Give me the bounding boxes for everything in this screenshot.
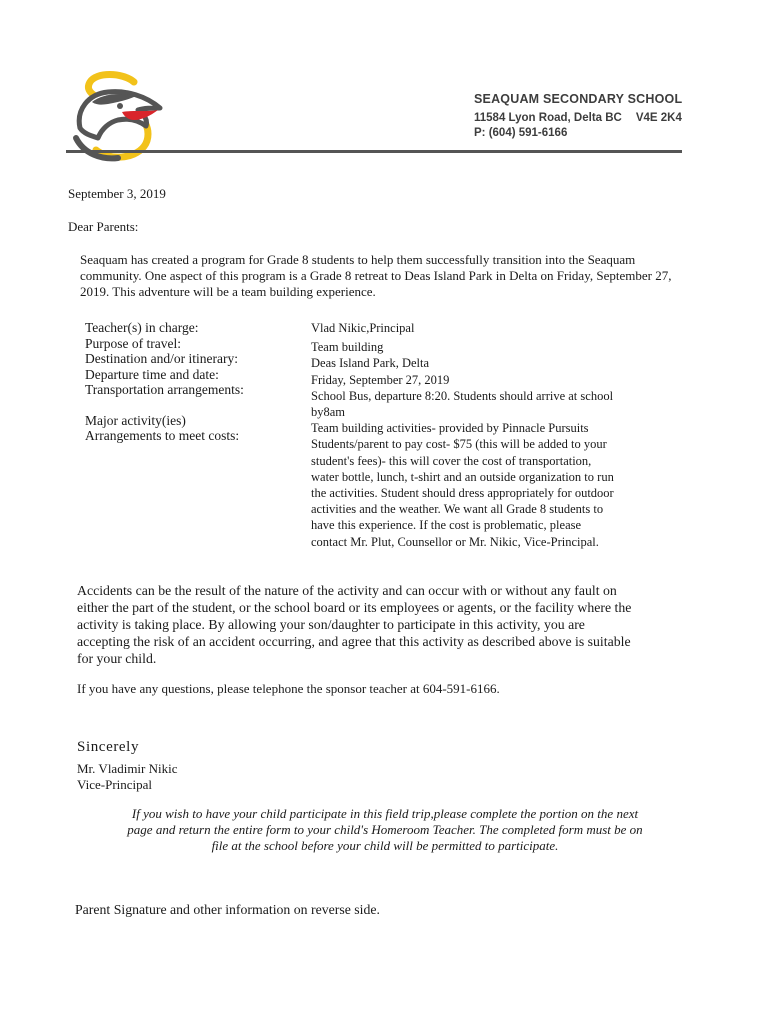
instructions-line: page and return the entire form to your child's Homeroom Teacher. The completed form must be on [127,822,643,837]
value-costs-line: the activities. Student should dress appropriately for outdoor [311,486,614,501]
signer-name: Mr. Vladimir Nikic [77,761,178,776]
accidents-paragraph [77,582,737,667]
questions-line: If you have any questions, please telephone the sponsor teacher at 604-591-6166. [77,681,500,696]
closing: Sincerely [77,739,140,755]
label-teachers: Teacher(s) in charge: [85,320,199,335]
details-values [311,320,671,550]
intro-line: Seaquam has created a program for Grade 8 students to help them successfully transition into the Seaquam [80,252,636,267]
letter-date: September 3, 2019 [68,186,166,201]
intro-paragraph [80,252,710,300]
value-costs-line: water bottle, lunch, t-shirt and an outside organization to run [311,469,614,484]
value-costs-line: activities and the weather. We want all Grade 8 students to [311,502,604,517]
street-address: 11584 Lyon Road, Delta BC [474,112,622,124]
value-transportation-line: School Bus, departure 8:20. Students should arrive at school [311,388,614,403]
label-costs: Arrangements to meet costs: [85,428,240,443]
intro-line: 2019. This adventure will be a team building experience. [80,284,376,299]
accidents-line: for your child. [77,651,157,666]
value-costs-line: contact Mr. Plut, Counsellor or Mr. Nikic, Vice-Principal. [311,534,599,549]
value-departure: Friday, September 27, 2019 [311,372,450,387]
accidents-line: accepting the risk of an accident occurring, and agree that this activity as described above is suitable [77,634,631,649]
value-purpose: Team building [311,340,384,355]
value-costs-line: Students/parent to pay cost- $75 (this will be added to your [311,437,607,452]
accidents-line: either the part of the student, or the school board or its employees or agents, or the facility where the [77,600,632,615]
seaquam-hawk-logo-icon [62,68,172,168]
school-header [474,92,682,142]
signer-title: Vice-Principal [77,777,153,792]
value-transportation-line: by8am [311,405,346,420]
instructions-paragraph [60,806,710,854]
accidents-line: Accidents can be the result of the nature of the activity and can occur with or without any fault on [77,583,617,598]
school-name: SEAQUAM SECONDARY SCHOOL [474,92,683,106]
value-destination: Deas Island Park, Delta [311,356,430,371]
reverse-side-note: Parent Signature and other information on reverse side. [75,902,380,917]
label-purpose: Purpose of travel: [85,335,181,351]
instructions-line: If you wish to have your child participate in this field trip,please complete the portion on the next [131,806,639,821]
school-phone: P: (604) 591-6166 [474,127,568,139]
label-transportation: Transportation arrangements: [85,382,244,397]
header-rule [68,150,682,153]
postal-code: V4E 2K4 [635,112,682,124]
value-teachers: Vlad Nikic,Principal [311,321,415,335]
details-labels [85,320,295,444]
instructions-line: file at the school before your child will be permitted to participate. [211,838,559,853]
intro-line: community. One aspect of this program is a Grade 8 retreat to Deas Island Park in Delta on Friday, September 27, [80,268,672,283]
value-costs-line: have this experience. If the cost is problematic, please [311,518,582,533]
label-major-activity: Major activity(ies) [85,412,186,428]
school-address [474,112,682,124]
label-destination: Destination and/or itinerary: [85,351,238,366]
accidents-line: activity is taking place. By allowing your son/daughter to participate in this activity, you are [77,617,585,632]
label-departure: Departure time and date: [85,366,219,382]
value-major-activity: Team building activities- provided by Pinnacle Pursuits [311,421,589,436]
salutation: Dear Parents: [68,219,139,234]
value-costs-line: student's fees)- this will cover the cost of transportation, [311,453,592,468]
